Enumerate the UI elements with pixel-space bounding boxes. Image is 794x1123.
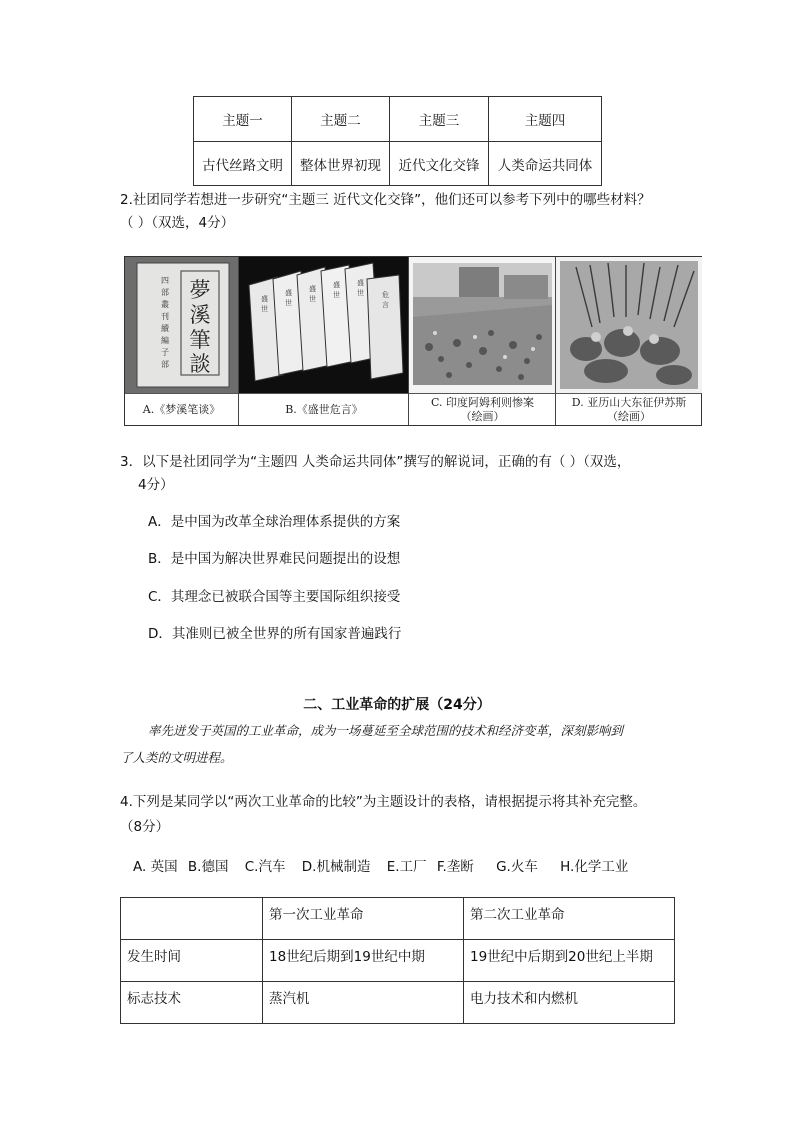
material-d <box>555 257 702 425</box>
book-a-title-char: 筆 <box>189 328 211 352</box>
q4-stem-cont: （8分） <box>120 819 170 835</box>
caption-line: D. 亚历山大东征伊苏斯 <box>571 396 687 409</box>
choice: F.垄断 <box>436 859 474 875</box>
svg-text:子: 子 <box>161 348 169 357</box>
svg-text:世: 世 <box>357 289 364 297</box>
svg-text:世: 世 <box>285 299 292 307</box>
svg-text:盛: 盛 <box>261 295 268 303</box>
choice: A. 英国 <box>133 859 178 875</box>
book-a-title-char: 溪 <box>189 303 211 327</box>
svg-text:刊: 刊 <box>161 312 169 321</box>
svg-text:部: 部 <box>161 288 169 297</box>
painting-image <box>409 257 556 393</box>
table-cell: 蒸汽机 <box>263 982 464 1024</box>
q3-option-b: B．是中国为解决世界难民问题提出的设想 <box>148 551 401 567</box>
comparison-table <box>120 897 675 1024</box>
material-a <box>125 257 238 425</box>
svg-text:部: 部 <box>161 360 169 369</box>
svg-text:世: 世 <box>333 291 340 299</box>
svg-text:盛: 盛 <box>285 289 292 297</box>
choice: B.德国 <box>187 859 229 875</box>
choice: G.火车 <box>496 859 538 875</box>
table-header-cell <box>121 898 263 940</box>
q3-option-a: A．是中国为改革全球治理体系提供的方案 <box>148 514 401 530</box>
table-cell: 18世纪后期到19世纪中期 <box>263 940 464 982</box>
q3-stem: 3．以下是社团同学为“主题四 人类命运共同体”撰写的解说词，正确的有（ ）（双选， <box>120 454 631 470</box>
caption-line: B.《盛世危言》 <box>285 403 363 416</box>
section-intro-cont: 了人类的文明进程。 <box>120 750 233 765</box>
q4-stem: 4.下列是某同学以“两次工业革命的比较”为主题设计的表格，请根据提示将其补充完整。 <box>120 794 647 810</box>
q3-option-c: C．其理念已被联合国等主要国际组织接受 <box>148 589 401 605</box>
material-caption <box>409 393 556 426</box>
q3-stem-cont: 4分） <box>138 477 174 493</box>
book-cover-image <box>125 257 238 393</box>
material-caption <box>125 393 238 426</box>
caption-line: （绘画） <box>460 410 505 423</box>
q3-option-d: D．其准则已被全世界的所有国家普遍践行 <box>148 626 402 642</box>
material-caption <box>239 393 409 426</box>
theme-header: 主题三 <box>390 97 489 142</box>
section-intro: 率先迸发于英国的工业革命，成为一场蔓延至全球范围的技术和经济变革，深刻影响到 <box>148 723 624 738</box>
battle-painting-image <box>556 257 702 393</box>
book-a-title-char: 談 <box>189 352 211 376</box>
theme-table <box>193 96 602 186</box>
choice: E.工厂 <box>386 859 427 875</box>
table-header-cell: 第一次工业革命 <box>263 898 464 940</box>
material-c <box>408 257 556 425</box>
books-image <box>239 257 409 393</box>
theme-value: 人类命运共同体 <box>489 142 602 186</box>
material-b <box>238 257 409 425</box>
caption-line: C. 印度阿姆利则惨案 <box>430 396 535 409</box>
theme-header: 主题二 <box>292 97 390 142</box>
table-cell: 19世纪中后期到20世纪上半期 <box>464 940 675 982</box>
theme-value: 近代文化交锋 <box>390 142 489 186</box>
choice: H.化学工业 <box>560 859 629 875</box>
caption-line: （绘画） <box>607 410 651 423</box>
svg-text:言: 言 <box>382 301 389 309</box>
table-cell: 发生时间 <box>121 940 263 982</box>
q2-stem-cont: （ ）（双选，4分） <box>120 215 235 231</box>
material-caption <box>556 393 702 426</box>
svg-text:續: 續 <box>161 324 169 333</box>
svg-text:盛: 盛 <box>309 285 316 293</box>
svg-text:四: 四 <box>161 276 169 285</box>
theme-value: 整体世界初现 <box>292 142 390 186</box>
svg-text:世: 世 <box>309 295 316 303</box>
material-image-strip <box>124 256 702 426</box>
svg-text:編: 編 <box>161 336 169 345</box>
theme-header: 主题四 <box>489 97 602 142</box>
svg-text:世: 世 <box>261 305 268 313</box>
caption-line: A.《梦溪笔谈》 <box>142 403 221 416</box>
choice: C.汽车 <box>244 859 286 875</box>
svg-text:盛: 盛 <box>333 281 340 289</box>
q2-stem: 2.社团同学若想进一步研究“主题三 近代文化交锋”，他们还可以参考下列中的哪些材料？ <box>120 192 651 208</box>
table-header-cell: 第二次工业革命 <box>464 898 675 940</box>
table-cell: 电力技术和内燃机 <box>464 982 675 1024</box>
svg-text:盛: 盛 <box>357 279 364 287</box>
table-cell: 标志技术 <box>121 982 263 1024</box>
table-row <box>121 940 675 982</box>
book-a-title-char: 夢 <box>189 278 211 302</box>
theme-value: 古代丝路文明 <box>194 142 292 186</box>
svg-text:危: 危 <box>382 291 389 299</box>
theme-header: 主题一 <box>194 97 292 142</box>
q4-choices <box>133 857 628 877</box>
svg-text:叢: 叢 <box>161 300 169 309</box>
section-heading: 二、工业革命的扩展（24分） <box>303 697 491 713</box>
table-row <box>121 982 675 1024</box>
choice: D.机械制造 <box>301 859 371 875</box>
